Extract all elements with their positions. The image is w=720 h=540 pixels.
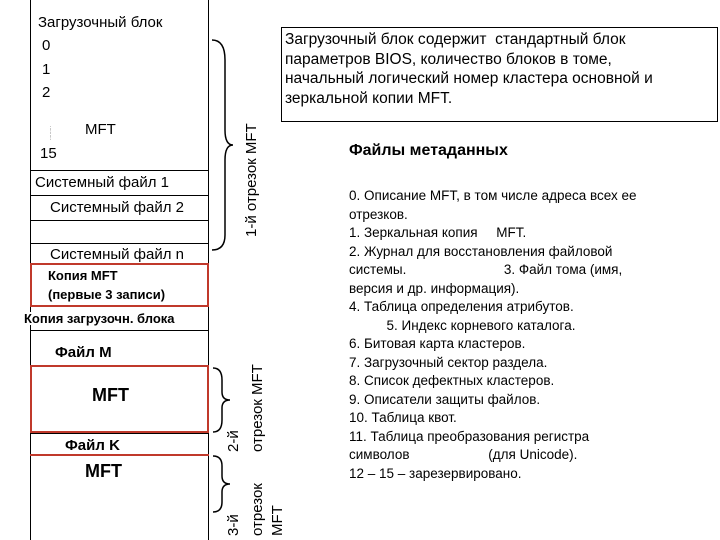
mft-label-2: MFT (92, 385, 129, 405)
ellipsis-dots: .......... (47, 126, 53, 140)
description-line-4: зеркальной копии MFT. (285, 89, 453, 107)
mft-label-1: MFT (85, 121, 116, 138)
list-item: 9. Описатели защиты файлов. (349, 391, 541, 407)
description-line-1: Загрузочный блок содержит стандартный блок (285, 31, 626, 48)
copy-mft-sublabel: (первые 3 записи) (48, 287, 166, 302)
list-item: 0. Описание MFT, в том числе адреса всех ее (349, 188, 637, 203)
fragment-2-label-a: 2-й (225, 430, 242, 452)
list-item: 10. Таблица квот. (349, 410, 457, 425)
metadata-title: Файлы метаданных (349, 142, 508, 159)
list-item: 4. Таблица определения атрибутов. (349, 299, 574, 314)
brace-fragment-1 (212, 40, 233, 250)
list-item: 2. Журнал для восстановления файловой (349, 243, 613, 259)
system-file-n: Системный файл n (50, 246, 185, 263)
brace-fragment-3 (213, 456, 230, 512)
list-item: 6. Битовая карта кластеров. (349, 336, 526, 351)
fragment-3-label-b: отрезок (249, 483, 266, 536)
row-number-1: 1 (42, 61, 51, 78)
description-line-2: параметров BIOS, количество блоков в томе, (285, 50, 612, 68)
description-line-3: начальный логический номер кластера основной и (285, 70, 653, 87)
row-number-2: 2 (42, 84, 51, 101)
list-item: символов (для Unicode). (349, 447, 578, 462)
boot-block-header: Загрузочный блок (38, 14, 163, 31)
fragment-2-label-b: отрезок MFT (249, 364, 266, 452)
list-item: системы. 3. Файл тома (имя, (349, 262, 623, 277)
metadata-list (349, 187, 719, 483)
list-item: 1. Зеркальная копия MFT. (349, 225, 527, 240)
system-file-1: Системный файл 1 (35, 174, 170, 191)
brace-fragment-2 (213, 368, 230, 432)
copy-mft-label: Копия MFT (48, 268, 118, 283)
file-k: Файл K (65, 437, 120, 454)
list-item: версия и др. информация). (349, 280, 520, 296)
list-item: 8. Список дефектных кластеров. (349, 373, 555, 388)
list-item: 12 – 15 – зарезервировано. (349, 465, 522, 481)
mft-label-3: MFT (85, 461, 122, 481)
file-m: Файл M (55, 344, 112, 361)
fragment-3-label-c: MFT (269, 505, 286, 536)
list-item: 5. Индекс корневого каталога. (349, 317, 576, 333)
fragment-1-label: 1-й отрезок MFT (243, 123, 260, 237)
system-file-2: Системный файл 2 (50, 199, 185, 216)
boot-block-description (281, 27, 718, 122)
list-item: отрезков. (349, 206, 408, 222)
row-number-0: 0 (42, 37, 51, 54)
list-item: 11. Таблица преобразования регистра (349, 428, 590, 444)
copy-boot-block: Копия загрузочн. блока (24, 311, 175, 326)
fragment-3-label-a: 3-й (225, 514, 242, 536)
row-number-15: 15 (40, 145, 57, 162)
list-item: 7. Загрузочный сектор раздела. (349, 354, 548, 370)
